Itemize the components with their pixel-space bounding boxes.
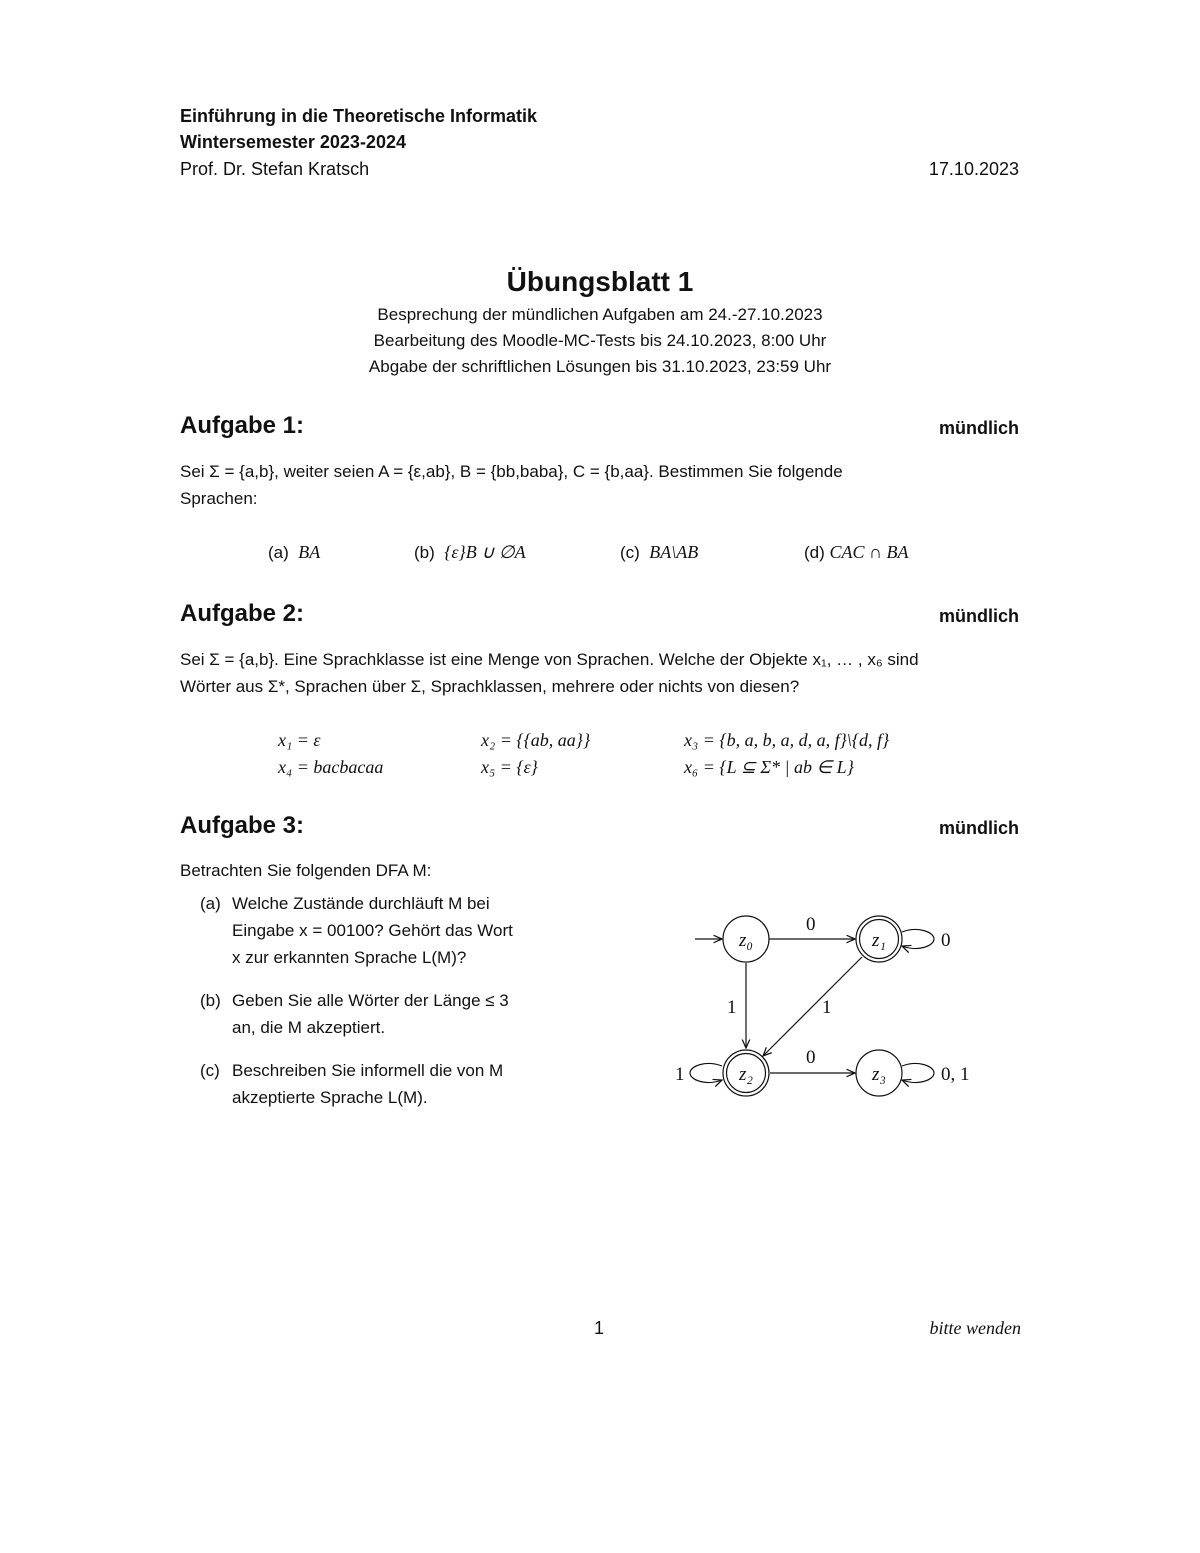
task3-tag: mündlich: [939, 818, 1019, 838]
task3-item-a: (a) Welche Zustände durchläuft M bei Eingabe x = 00100? Gehört das Wort x zur erkannten Sprache L(M)?: [200, 894, 513, 967]
label-z0-z1: 0: [806, 914, 816, 935]
task1-tag: mündlich: [939, 418, 1019, 438]
edge-z1-z2: [763, 957, 862, 1056]
label-z2-z3: 0: [806, 1047, 816, 1068]
label-z1-z2: 1: [822, 997, 832, 1018]
task2-text-line2: Wörter aus Σ*, Sprachen über Σ, Sprachklassen, mehrere oder nichts von diesen?: [180, 677, 800, 696]
state-label-z3: z₃: [872, 1064, 886, 1085]
task2-text: [180, 646, 1025, 700]
professor: Prof. Dr. Stefan Kratsch: [180, 159, 370, 179]
task1-part-a: (a) BA: [268, 542, 321, 562]
label-z3-loop: 0, 1: [941, 1064, 970, 1085]
loop-z2: [690, 1064, 722, 1083]
task1-parts: [268, 539, 909, 566]
task3-title: Aufgabe 3:: [180, 812, 305, 839]
task3-intro: Betrachten Sie folgenden DFA M:: [180, 861, 432, 880]
loop-z3: [902, 1064, 934, 1083]
object-x6: x₆ = {L ⊆ Σ* | ab ∈ L}: [684, 757, 854, 777]
task2-tag: mündlich: [939, 606, 1019, 626]
task1-part-c: (c) BA\AB: [620, 542, 699, 562]
object-x5: x₅ = {ε}: [481, 757, 538, 777]
state-label-z1: z₁: [872, 930, 886, 951]
sheet-title: Übungsblatt 1: [506, 266, 694, 297]
object-x3: x₃ = {b, a, b, a, d, a, f}\{d, f}: [684, 730, 890, 750]
task1-text-line1: Sei Σ = {a,b}, weiter seien A = {ε,ab}, B = {bb,baba}, C = {b,aa}. Bestimmen Sie folgende: [180, 462, 843, 481]
task1-part-d: (d) CAC ∩ BA: [804, 542, 909, 562]
task3-item-c: (c) Beschreiben Sie informell die von M akzeptierte Sprache L(M).: [200, 1061, 504, 1107]
task3-item-b: (b) Geben Sie alle Wörter der Länge ≤ 3 an, die M akzeptiert.: [200, 991, 509, 1037]
task1-text: [180, 458, 1025, 512]
dfa-diagram: [660, 895, 1000, 1115]
state-label-z2: z₂: [739, 1064, 753, 1085]
task1-part-b: (b) {ε}B ∪ ∅A: [414, 542, 526, 562]
object-x4: x₄ = bacbacaa: [278, 757, 384, 777]
task1-title: Aufgabe 1:: [180, 412, 305, 439]
task3-items: [200, 890, 570, 1111]
object-x1: x₁ = ε: [278, 730, 321, 750]
label-z1-loop: 0: [941, 930, 951, 951]
sheet-date: 17.10.2023: [928, 159, 1019, 179]
task1-text-line2: Sprachen:: [180, 489, 258, 508]
task2-objects: [278, 727, 978, 781]
title-block: [180, 266, 1020, 380]
label-z2-loop: 1: [675, 1064, 685, 1085]
course-title: Einführung in die Theoretische Informatik: [180, 106, 538, 126]
schedule-line-2: Bearbeitung des Moodle-MC-Tests bis 24.10.2023, 8:00 Uhr: [373, 331, 827, 350]
loop-z1: [902, 930, 934, 949]
task2-text-line1: Sei Σ = {a,b}. Eine Sprachklasse ist eine Menge von Sprachen. Welche der Objekte x₁, … , x₆ sind: [180, 650, 919, 669]
label-z0-z2: 1: [727, 997, 737, 1018]
turn-page-note: bitte wenden: [929, 1318, 1021, 1338]
schedule-line-3: Abgabe der schriftlichen Lösungen bis 31.10.2023, 23:59 Uhr: [368, 357, 832, 376]
page-number: 1: [594, 1318, 605, 1338]
state-label-z0: z₀: [739, 930, 753, 951]
semester: Wintersemester 2023-2024: [180, 132, 406, 152]
schedule-line-1: Besprechung der mündlichen Aufgaben am 24.-27.10.2023: [377, 305, 823, 324]
object-x2: x₂ = {{ab, aa}}: [481, 730, 591, 750]
task2-title: Aufgabe 2:: [180, 600, 305, 627]
